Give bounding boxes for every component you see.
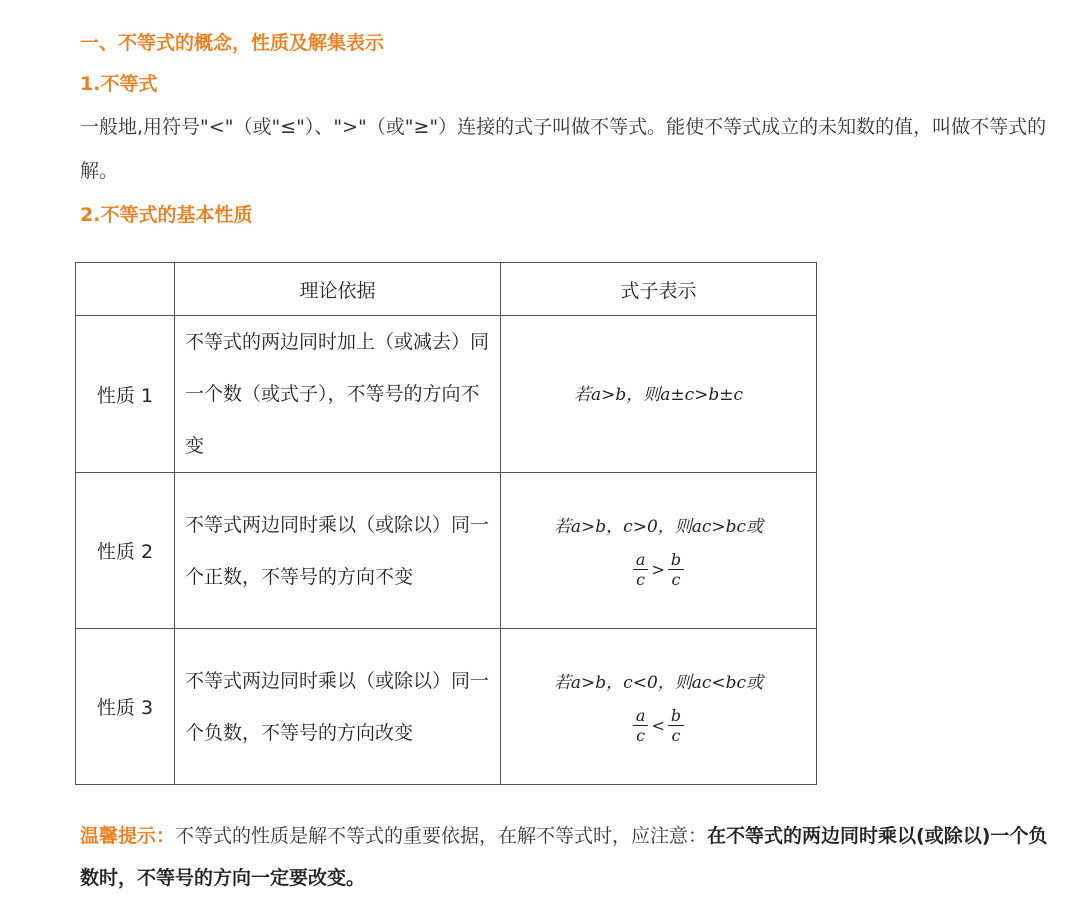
fraction-inequality xyxy=(501,706,816,745)
subsection-title-properties: 2.不等式的基本性质 xyxy=(80,204,253,226)
property-basis: 不等式两边同时乘以（或除以）同一个负数，不等号的方向改变 xyxy=(175,629,501,785)
inequality-definition: 一般地,用符号"<"（或"≤"）、">"（或"≥"）连接的式子叫做不等式。能使不等式成立的未知数的值，叫做不等式的解。 xyxy=(80,116,1047,182)
table-row xyxy=(76,473,817,629)
section-title: 一、不等式的概念，性质及解集表示 xyxy=(80,32,385,54)
property-name: 性质 2 xyxy=(76,473,175,629)
table-row xyxy=(76,629,817,785)
fraction-denominator: c xyxy=(636,570,646,589)
fraction-inequality xyxy=(501,550,816,589)
fraction-denominator: c xyxy=(671,726,681,745)
property-basis: 不等式两边同时乘以（或除以）同一个正数，不等号的方向不变 xyxy=(175,473,501,629)
fraction-operator: < xyxy=(651,715,665,735)
formula-text: 若a>b，则a±c>b±c xyxy=(573,384,744,405)
tip-emphasis: 在不等式的两边同时乘以(或除以)一个负数时，不等号的方向一定要改变。 xyxy=(80,825,1048,889)
fraction-operator: > xyxy=(651,559,665,579)
property-formula xyxy=(501,473,817,629)
fraction-right xyxy=(668,550,684,589)
formula-text: 若a>b，c<0，则ac<bc或 xyxy=(553,673,764,693)
formula-text: 若a>b，c>0，则ac>bc或 xyxy=(553,517,764,537)
tip-label: 温馨提示： xyxy=(80,825,176,847)
fraction-left xyxy=(633,706,649,745)
table-row xyxy=(76,316,817,473)
subsection-title-inequality: 1.不等式 xyxy=(80,73,158,95)
header-formula: 式子表示 xyxy=(501,263,817,316)
fraction-numerator: b xyxy=(668,706,684,726)
fraction-left xyxy=(633,550,649,589)
fraction-denominator: c xyxy=(636,726,646,745)
property-name: 性质 1 xyxy=(76,316,175,473)
property-basis: 不等式的两边同时加上（或减去）同一个数（或式子），不等号的方向不变 xyxy=(175,316,501,473)
property-formula xyxy=(501,629,817,785)
fraction-right xyxy=(668,706,684,745)
properties-table xyxy=(75,262,817,785)
tip-text: 不等式的性质是解不等式的重要依据，在解不等式时，应注意： xyxy=(175,825,708,847)
tip-paragraph xyxy=(80,815,1060,899)
header-empty xyxy=(76,263,175,316)
fraction-numerator: a xyxy=(633,550,649,570)
property-name: 性质 3 xyxy=(76,629,175,785)
fraction-numerator: b xyxy=(668,550,684,570)
property-formula xyxy=(501,316,817,473)
header-basis: 理论依据 xyxy=(175,263,501,316)
fraction-denominator: c xyxy=(671,570,681,589)
table-header-row xyxy=(76,263,817,316)
fraction-numerator: a xyxy=(633,706,649,726)
